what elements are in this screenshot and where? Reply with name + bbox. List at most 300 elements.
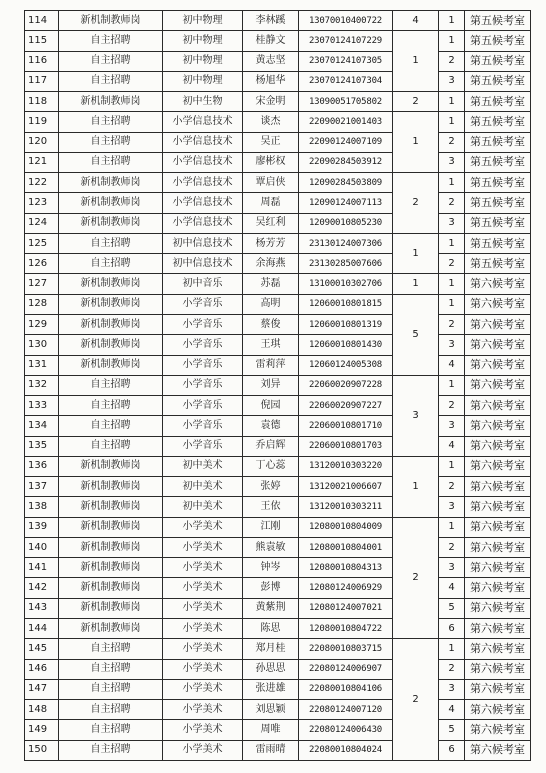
candidate-name-cell: 桂静文 <box>243 31 299 51</box>
waiting-room-cell: 第六候考室 <box>465 679 531 699</box>
table-row <box>25 436 531 456</box>
row-number-cell: 146 <box>25 659 59 679</box>
row-number-cell: 129 <box>25 314 59 334</box>
waiting-room-cell: 第六候考室 <box>465 294 531 314</box>
group-number-cell: 1 <box>393 456 439 517</box>
table-row <box>25 639 531 659</box>
candidate-name-cell: 王琪 <box>243 335 299 355</box>
group-number-cell: 2 <box>393 517 439 639</box>
exam-number-cell: 22090284503912 <box>299 152 393 172</box>
post-type-cell: 自主招聘 <box>59 740 163 760</box>
candidate-name-cell: 刘异 <box>243 375 299 395</box>
sequence-number-cell: 2 <box>439 659 465 679</box>
row-number-cell: 136 <box>25 456 59 476</box>
row-number-cell: 140 <box>25 537 59 557</box>
waiting-room-cell: 第六候考室 <box>465 416 531 436</box>
exam-number-cell: 13100010302706 <box>299 274 393 294</box>
exam-number-cell: 12080124007021 <box>299 598 393 618</box>
post-type-cell: 新机制教师岗 <box>59 537 163 557</box>
post-type-cell: 自主招聘 <box>59 132 163 152</box>
candidate-name-cell: 刘思颖 <box>243 700 299 720</box>
table-row <box>25 51 531 71</box>
sequence-number-cell: 4 <box>439 355 465 375</box>
candidate-name-cell: 蔡俊 <box>243 314 299 334</box>
table-row <box>25 173 531 193</box>
exam-number-cell: 12060124005308 <box>299 355 393 375</box>
waiting-room-cell: 第六候考室 <box>465 537 531 557</box>
post-type-cell: 自主招聘 <box>59 152 163 172</box>
exam-number-cell: 23070124107229 <box>299 31 393 51</box>
sequence-number-cell: 3 <box>439 558 465 578</box>
subject-cell: 小学美术 <box>163 659 243 679</box>
sequence-number-cell: 5 <box>439 720 465 740</box>
post-type-cell: 新机制教师岗 <box>59 497 163 517</box>
candidate-name-cell: 宋金明 <box>243 92 299 112</box>
post-type-cell: 自主招聘 <box>59 436 163 456</box>
table-row <box>25 700 531 720</box>
subject-cell: 小学美术 <box>163 700 243 720</box>
exam-number-cell: 22060010801710 <box>299 416 393 436</box>
sequence-number-cell: 1 <box>439 112 465 132</box>
waiting-room-cell: 第五候考室 <box>465 31 531 51</box>
post-type-cell: 自主招聘 <box>59 71 163 91</box>
waiting-room-cell: 第六候考室 <box>465 700 531 720</box>
subject-cell: 小学美术 <box>163 558 243 578</box>
post-type-cell: 新机制教师岗 <box>59 578 163 598</box>
subject-cell: 小学音乐 <box>163 416 243 436</box>
row-number-cell: 150 <box>25 740 59 760</box>
post-type-cell: 自主招聘 <box>59 112 163 132</box>
candidate-name-cell: 陈思 <box>243 618 299 638</box>
row-number-cell: 149 <box>25 720 59 740</box>
row-number-cell: 135 <box>25 436 59 456</box>
waiting-room-cell: 第六候考室 <box>465 598 531 618</box>
table-row <box>25 71 531 91</box>
exam-number-cell: 22060020907228 <box>299 375 393 395</box>
waiting-room-cell: 第六候考室 <box>465 578 531 598</box>
table-row <box>25 679 531 699</box>
waiting-room-cell: 第五候考室 <box>465 71 531 91</box>
candidate-name-cell: 熊袁敏 <box>243 537 299 557</box>
candidate-name-cell: 彭博 <box>243 578 299 598</box>
candidate-name-cell: 丁心蕊 <box>243 456 299 476</box>
waiting-room-cell: 第六候考室 <box>465 436 531 456</box>
waiting-room-cell: 第六候考室 <box>465 497 531 517</box>
waiting-room-cell: 第六候考室 <box>465 375 531 395</box>
waiting-room-cell: 第六候考室 <box>465 396 531 416</box>
sequence-number-cell: 3 <box>439 335 465 355</box>
post-type-cell: 新机制教师岗 <box>59 11 163 31</box>
sequence-number-cell: 6 <box>439 740 465 760</box>
row-number-cell: 142 <box>25 578 59 598</box>
subject-cell: 小学美术 <box>163 679 243 699</box>
waiting-room-cell: 第五候考室 <box>465 254 531 274</box>
exam-number-cell: 23070124107305 <box>299 51 393 71</box>
exam-number-cell: 12060010801319 <box>299 314 393 334</box>
exam-number-cell: 23130285007606 <box>299 254 393 274</box>
waiting-room-cell: 第五候考室 <box>465 193 531 213</box>
row-number-cell: 125 <box>25 233 59 253</box>
sequence-number-cell: 1 <box>439 173 465 193</box>
sequence-number-cell: 1 <box>439 31 465 51</box>
row-number-cell: 139 <box>25 517 59 537</box>
table-row <box>25 740 531 760</box>
waiting-room-cell: 第五候考室 <box>465 152 531 172</box>
post-type-cell: 新机制教师岗 <box>59 355 163 375</box>
table-row <box>25 152 531 172</box>
subject-cell: 小学美术 <box>163 720 243 740</box>
post-type-cell: 自主招聘 <box>59 51 163 71</box>
table-row <box>25 294 531 314</box>
post-type-cell: 新机制教师岗 <box>59 294 163 314</box>
table-row <box>25 497 531 517</box>
candidate-name-cell: 郑月桂 <box>243 639 299 659</box>
table-row <box>25 375 531 395</box>
waiting-room-cell: 第六候考室 <box>465 720 531 740</box>
table-row <box>25 11 531 31</box>
post-type-cell: 新机制教师岗 <box>59 193 163 213</box>
sequence-number-cell: 2 <box>439 132 465 152</box>
subject-cell: 小学信息技术 <box>163 152 243 172</box>
post-type-cell: 自主招聘 <box>59 254 163 274</box>
candidate-name-cell: 苏磊 <box>243 274 299 294</box>
waiting-room-cell: 第六候考室 <box>465 274 531 294</box>
group-number-cell: 3 <box>393 375 439 456</box>
post-type-cell: 自主招聘 <box>59 639 163 659</box>
table-row <box>25 132 531 152</box>
exam-number-cell: 12080010804009 <box>299 517 393 537</box>
row-number-cell: 133 <box>25 396 59 416</box>
post-type-cell: 自主招聘 <box>59 679 163 699</box>
sequence-number-cell: 2 <box>439 314 465 334</box>
exam-number-cell: 22080010804106 <box>299 679 393 699</box>
candidate-name-cell: 王依 <box>243 497 299 517</box>
group-number-cell: 1 <box>393 233 439 274</box>
row-number-cell: 117 <box>25 71 59 91</box>
sequence-number-cell: 4 <box>439 578 465 598</box>
waiting-room-cell: 第六候考室 <box>465 335 531 355</box>
subject-cell: 小学美术 <box>163 639 243 659</box>
sequence-number-cell: 1 <box>439 11 465 31</box>
table-row <box>25 416 531 436</box>
candidate-name-cell: 高明 <box>243 294 299 314</box>
exam-number-cell: 12090284503809 <box>299 173 393 193</box>
table-row <box>25 314 531 334</box>
candidate-name-cell: 余海燕 <box>243 254 299 274</box>
sequence-number-cell: 3 <box>439 152 465 172</box>
subject-cell: 小学音乐 <box>163 335 243 355</box>
sequence-number-cell: 1 <box>439 274 465 294</box>
post-type-cell: 新机制教师岗 <box>59 618 163 638</box>
schedule-table <box>24 10 531 761</box>
exam-number-cell: 12080010804313 <box>299 558 393 578</box>
row-number-cell: 115 <box>25 31 59 51</box>
candidate-name-cell: 李林蹊 <box>243 11 299 31</box>
waiting-room-cell: 第六候考室 <box>465 355 531 375</box>
subject-cell: 小学美术 <box>163 740 243 760</box>
exam-number-cell: 22060010801703 <box>299 436 393 456</box>
waiting-room-cell: 第五候考室 <box>465 11 531 31</box>
table-row <box>25 659 531 679</box>
candidate-name-cell: 雷莉萍 <box>243 355 299 375</box>
row-number-cell: 130 <box>25 335 59 355</box>
sequence-number-cell: 3 <box>439 213 465 233</box>
exam-number-cell: 12060010801430 <box>299 335 393 355</box>
subject-cell: 小学美术 <box>163 598 243 618</box>
row-number-cell: 128 <box>25 294 59 314</box>
subject-cell: 小学美术 <box>163 517 243 537</box>
subject-cell: 初中美术 <box>163 477 243 497</box>
exam-number-cell: 12080010804001 <box>299 537 393 557</box>
subject-cell: 初中物理 <box>163 31 243 51</box>
row-number-cell: 134 <box>25 416 59 436</box>
table-row <box>25 477 531 497</box>
table-row <box>25 578 531 598</box>
table-row <box>25 456 531 476</box>
subject-cell: 初中美术 <box>163 456 243 476</box>
waiting-room-cell: 第六候考室 <box>465 314 531 334</box>
subject-cell: 小学信息技术 <box>163 213 243 233</box>
waiting-room-cell: 第五候考室 <box>465 112 531 132</box>
sequence-number-cell: 2 <box>439 396 465 416</box>
group-number-cell: 1 <box>393 112 439 173</box>
subject-cell: 小学信息技术 <box>163 173 243 193</box>
group-number-cell: 4 <box>393 11 439 31</box>
row-number-cell: 132 <box>25 375 59 395</box>
exam-number-cell: 22080010803715 <box>299 639 393 659</box>
table-row <box>25 720 531 740</box>
post-type-cell: 新机制教师岗 <box>59 456 163 476</box>
exam-number-cell: 23070124107304 <box>299 71 393 91</box>
subject-cell: 初中物理 <box>163 51 243 71</box>
exam-number-cell: 22080124007120 <box>299 700 393 720</box>
table-row <box>25 517 531 537</box>
sequence-number-cell: 1 <box>439 294 465 314</box>
row-number-cell: 122 <box>25 173 59 193</box>
row-number-cell: 138 <box>25 497 59 517</box>
post-type-cell: 自主招聘 <box>59 233 163 253</box>
exam-number-cell: 12080124006929 <box>299 578 393 598</box>
waiting-room-cell: 第五候考室 <box>465 213 531 233</box>
sequence-number-cell: 1 <box>439 517 465 537</box>
row-number-cell: 137 <box>25 477 59 497</box>
sequence-number-cell: 2 <box>439 477 465 497</box>
waiting-room-cell: 第五候考室 <box>465 233 531 253</box>
table-row <box>25 213 531 233</box>
group-number-cell: 2 <box>393 639 439 761</box>
row-number-cell: 127 <box>25 274 59 294</box>
row-number-cell: 119 <box>25 112 59 132</box>
candidate-name-cell: 周磊 <box>243 193 299 213</box>
candidate-name-cell: 廖彬权 <box>243 152 299 172</box>
exam-number-cell: 22090021001403 <box>299 112 393 132</box>
waiting-room-cell: 第六候考室 <box>465 740 531 760</box>
subject-cell: 小学音乐 <box>163 396 243 416</box>
subject-cell: 初中物理 <box>163 11 243 31</box>
sequence-number-cell: 3 <box>439 71 465 91</box>
table-row <box>25 558 531 578</box>
waiting-room-cell: 第六候考室 <box>465 639 531 659</box>
exam-number-cell: 22080124006430 <box>299 720 393 740</box>
subject-cell: 初中生物 <box>163 92 243 112</box>
post-type-cell: 新机制教师岗 <box>59 517 163 537</box>
candidate-name-cell: 黄紫荆 <box>243 598 299 618</box>
post-type-cell: 自主招聘 <box>59 396 163 416</box>
waiting-room-cell: 第五候考室 <box>465 51 531 71</box>
post-type-cell: 自主招聘 <box>59 720 163 740</box>
subject-cell: 小学信息技术 <box>163 193 243 213</box>
candidate-name-cell: 黄志坚 <box>243 51 299 71</box>
exam-number-cell: 12080010804722 <box>299 618 393 638</box>
waiting-room-cell: 第五候考室 <box>465 132 531 152</box>
row-number-cell: 114 <box>25 11 59 31</box>
subject-cell: 小学美术 <box>163 578 243 598</box>
sequence-number-cell: 1 <box>439 639 465 659</box>
exam-number-cell: 22080010804024 <box>299 740 393 760</box>
candidate-name-cell: 钟岑 <box>243 558 299 578</box>
row-number-cell: 144 <box>25 618 59 638</box>
subject-cell: 小学信息技术 <box>163 132 243 152</box>
exam-number-cell: 13120010303211 <box>299 497 393 517</box>
waiting-room-cell: 第六候考室 <box>465 456 531 476</box>
schedule-table-body <box>25 11 531 761</box>
sequence-number-cell: 3 <box>439 497 465 517</box>
table-row <box>25 598 531 618</box>
group-number-cell: 5 <box>393 294 439 375</box>
exam-number-cell: 12090124007113 <box>299 193 393 213</box>
subject-cell: 小学音乐 <box>163 314 243 334</box>
exam-number-cell: 12060010801815 <box>299 294 393 314</box>
row-number-cell: 120 <box>25 132 59 152</box>
sequence-number-cell: 2 <box>439 537 465 557</box>
exam-number-cell: 23130124007306 <box>299 233 393 253</box>
sequence-number-cell: 1 <box>439 233 465 253</box>
row-number-cell: 121 <box>25 152 59 172</box>
row-number-cell: 123 <box>25 193 59 213</box>
table-row <box>25 31 531 51</box>
exam-number-cell: 12090010805230 <box>299 213 393 233</box>
candidate-name-cell: 张进雄 <box>243 679 299 699</box>
sequence-number-cell: 1 <box>439 375 465 395</box>
table-row <box>25 254 531 274</box>
post-type-cell: 新机制教师岗 <box>59 173 163 193</box>
group-number-cell: 2 <box>393 92 439 112</box>
sequence-number-cell: 3 <box>439 679 465 699</box>
sequence-number-cell: 1 <box>439 456 465 476</box>
exam-number-cell: 22060020907227 <box>299 396 393 416</box>
post-type-cell: 新机制教师岗 <box>59 598 163 618</box>
exam-number-cell: 13120010303220 <box>299 456 393 476</box>
subject-cell: 小学音乐 <box>163 355 243 375</box>
exam-number-cell: 13070010400722 <box>299 11 393 31</box>
table-row <box>25 335 531 355</box>
subject-cell: 初中物理 <box>163 71 243 91</box>
candidate-name-cell: 谈杰 <box>243 112 299 132</box>
table-row <box>25 193 531 213</box>
candidate-name-cell: 吴正 <box>243 132 299 152</box>
waiting-room-cell: 第六候考室 <box>465 558 531 578</box>
row-number-cell: 131 <box>25 355 59 375</box>
candidate-name-cell: 乔启辉 <box>243 436 299 456</box>
candidate-name-cell: 江刚 <box>243 517 299 537</box>
post-type-cell: 新机制教师岗 <box>59 314 163 334</box>
row-number-cell: 124 <box>25 213 59 233</box>
table-row <box>25 112 531 132</box>
candidate-name-cell: 倪园 <box>243 396 299 416</box>
candidate-name-cell: 吴红利 <box>243 213 299 233</box>
subject-cell: 小学美术 <box>163 537 243 557</box>
candidate-name-cell: 袁德 <box>243 416 299 436</box>
post-type-cell: 新机制教师岗 <box>59 92 163 112</box>
subject-cell: 初中音乐 <box>163 274 243 294</box>
waiting-room-cell: 第六候考室 <box>465 659 531 679</box>
candidate-name-cell: 覃启侠 <box>243 173 299 193</box>
candidate-name-cell: 雷雨晴 <box>243 740 299 760</box>
row-number-cell: 141 <box>25 558 59 578</box>
row-number-cell: 145 <box>25 639 59 659</box>
sequence-number-cell: 2 <box>439 51 465 71</box>
row-number-cell: 126 <box>25 254 59 274</box>
table-row <box>25 537 531 557</box>
post-type-cell: 新机制教师岗 <box>59 213 163 233</box>
post-type-cell: 自主招聘 <box>59 700 163 720</box>
candidate-name-cell: 杨芳芳 <box>243 233 299 253</box>
subject-cell: 小学音乐 <box>163 294 243 314</box>
post-type-cell: 自主招聘 <box>59 659 163 679</box>
post-type-cell: 新机制教师岗 <box>59 477 163 497</box>
table-row <box>25 355 531 375</box>
table-row <box>25 233 531 253</box>
waiting-room-cell: 第六候考室 <box>465 477 531 497</box>
row-number-cell: 143 <box>25 598 59 618</box>
table-row <box>25 274 531 294</box>
subject-cell: 初中信息技术 <box>163 254 243 274</box>
subject-cell: 小学美术 <box>163 618 243 638</box>
candidate-name-cell: 杨旭华 <box>243 71 299 91</box>
post-type-cell: 自主招聘 <box>59 375 163 395</box>
exam-number-cell: 22090124007109 <box>299 132 393 152</box>
group-number-cell: 1 <box>393 31 439 92</box>
subject-cell: 初中信息技术 <box>163 233 243 253</box>
waiting-room-cell: 第五候考室 <box>465 173 531 193</box>
waiting-room-cell: 第六候考室 <box>465 618 531 638</box>
post-type-cell: 新机制教师岗 <box>59 558 163 578</box>
subject-cell: 初中美术 <box>163 497 243 517</box>
exam-number-cell: 22080124006907 <box>299 659 393 679</box>
post-type-cell: 自主招聘 <box>59 416 163 436</box>
sequence-number-cell: 5 <box>439 598 465 618</box>
exam-number-cell: 13120021006607 <box>299 477 393 497</box>
table-row <box>25 92 531 112</box>
waiting-room-cell: 第五候考室 <box>465 92 531 112</box>
row-number-cell: 148 <box>25 700 59 720</box>
group-number-cell: 2 <box>393 173 439 234</box>
candidate-name-cell: 周唯 <box>243 720 299 740</box>
sequence-number-cell: 2 <box>439 254 465 274</box>
post-type-cell: 新机制教师岗 <box>59 274 163 294</box>
waiting-room-cell: 第六候考室 <box>465 517 531 537</box>
candidate-name-cell: 张婷 <box>243 477 299 497</box>
row-number-cell: 116 <box>25 51 59 71</box>
sequence-number-cell: 6 <box>439 618 465 638</box>
subject-cell: 小学信息技术 <box>163 112 243 132</box>
row-number-cell: 118 <box>25 92 59 112</box>
sequence-number-cell: 1 <box>439 92 465 112</box>
sequence-number-cell: 3 <box>439 416 465 436</box>
table-row <box>25 396 531 416</box>
exam-number-cell: 13090051705802 <box>299 92 393 112</box>
candidate-name-cell: 孙思思 <box>243 659 299 679</box>
